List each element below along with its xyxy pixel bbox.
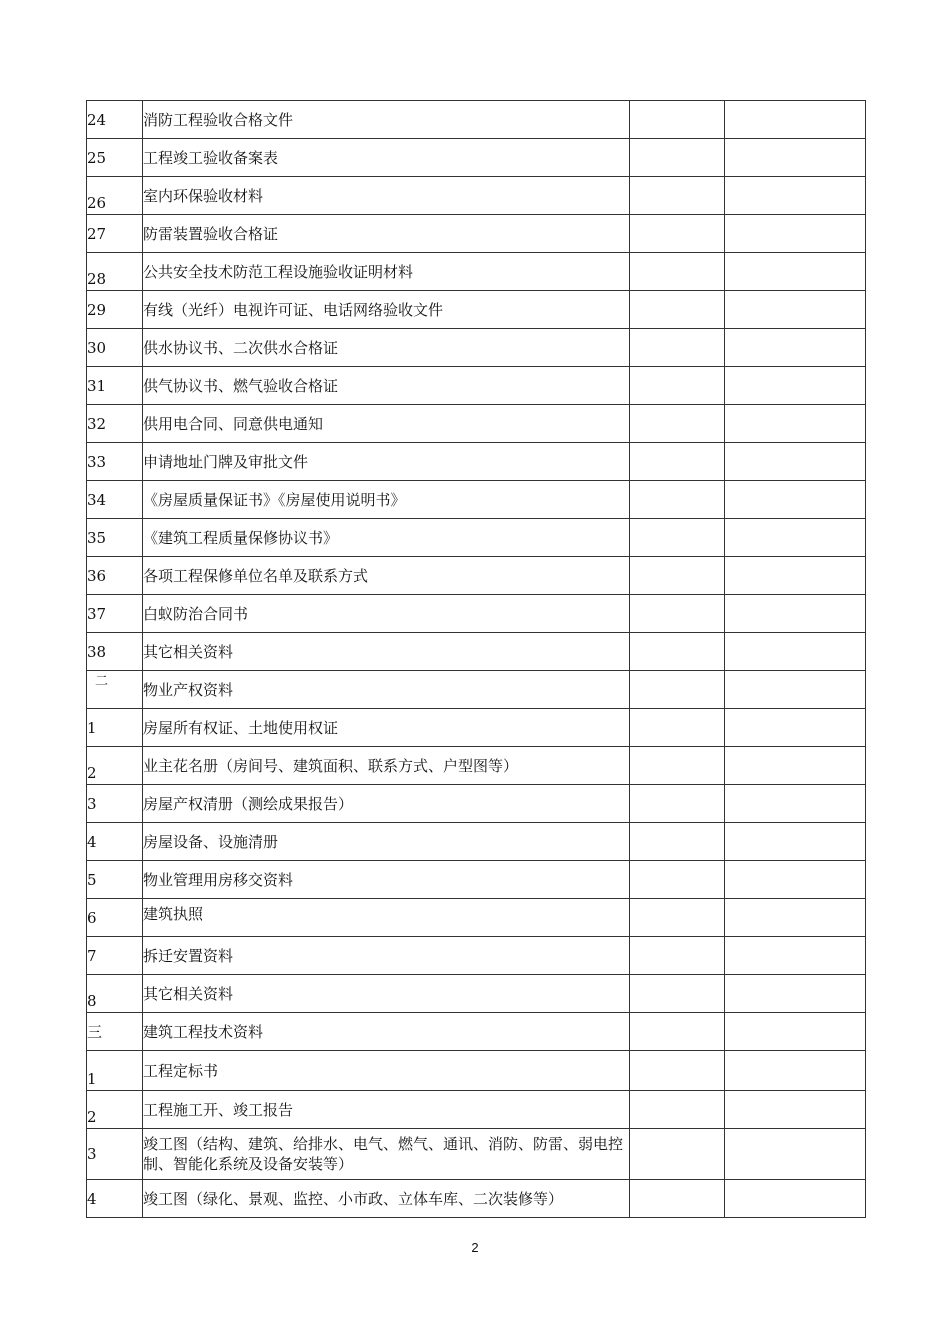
row-number: 5 xyxy=(87,861,143,899)
blank-cell xyxy=(630,937,725,975)
blank-cell xyxy=(630,443,725,481)
blank-cell xyxy=(725,747,866,785)
row-number: 4 xyxy=(87,1180,143,1218)
blank-cell xyxy=(725,671,866,709)
blank-cell xyxy=(630,1180,725,1218)
table-row xyxy=(87,861,866,899)
blank-cell xyxy=(725,899,866,937)
row-number: 2 xyxy=(87,1091,143,1129)
table-row xyxy=(87,1091,866,1129)
blank-cell xyxy=(630,899,725,937)
row-item-name: 供水协议书、二次供水合格证 xyxy=(143,329,630,367)
section-title: 建筑工程技术资料 xyxy=(143,1013,630,1051)
blank-cell xyxy=(630,709,725,747)
blank-cell xyxy=(725,633,866,671)
row-item-name: 其它相关资料 xyxy=(143,975,630,1013)
section-number: 二 xyxy=(87,671,143,709)
blank-cell xyxy=(630,1129,725,1180)
blank-cell xyxy=(725,367,866,405)
row-item-name: 房屋所有权证、土地使用权证 xyxy=(143,709,630,747)
blank-cell xyxy=(630,1051,725,1091)
blank-cell xyxy=(630,595,725,633)
blank-cell xyxy=(630,785,725,823)
blank-cell xyxy=(630,177,725,215)
blank-cell xyxy=(630,861,725,899)
row-item-name: 《房屋质量保证书》《房屋使用说明书》 xyxy=(143,481,630,519)
page-number: 2 xyxy=(471,1240,479,1255)
row-number: 1 xyxy=(87,1051,143,1091)
blank-cell xyxy=(630,823,725,861)
row-number: 8 xyxy=(87,975,143,1013)
row-number: 2 xyxy=(87,747,143,785)
row-number: 36 xyxy=(87,557,143,595)
blank-cell xyxy=(725,709,866,747)
table-row xyxy=(87,823,866,861)
blank-cell xyxy=(725,785,866,823)
row-number: 3 xyxy=(87,1129,143,1180)
blank-cell xyxy=(725,443,866,481)
blank-cell xyxy=(630,747,725,785)
row-item-name: 其它相关资料 xyxy=(143,633,630,671)
table-row xyxy=(87,747,866,785)
row-number: 3 xyxy=(87,785,143,823)
table-row xyxy=(87,177,866,215)
row-number: 32 xyxy=(87,405,143,443)
blank-cell xyxy=(630,481,725,519)
blank-cell xyxy=(630,367,725,405)
row-number: 34 xyxy=(87,481,143,519)
row-number: 4 xyxy=(87,823,143,861)
row-number: 31 xyxy=(87,367,143,405)
blank-cell xyxy=(630,1091,725,1129)
row-item-name: 竣工图（结构、建筑、给排水、电气、燃气、通讯、消防、防雷、弱电控制、智能化系统及设备安装等） xyxy=(143,1129,630,1180)
table-row xyxy=(87,253,866,291)
table-row xyxy=(87,405,866,443)
table-row xyxy=(87,595,866,633)
table-row xyxy=(87,557,866,595)
blank-cell xyxy=(725,329,866,367)
row-item-name: 室内环保验收材料 xyxy=(143,177,630,215)
section-row xyxy=(87,1013,866,1051)
blank-cell xyxy=(725,253,866,291)
row-number: 38 xyxy=(87,633,143,671)
row-item-name: 有线（光纤）电视许可证、电话网络验收文件 xyxy=(143,291,630,329)
blank-cell xyxy=(630,671,725,709)
row-number: 29 xyxy=(87,291,143,329)
table-row xyxy=(87,101,866,139)
row-number: 27 xyxy=(87,215,143,253)
blank-cell xyxy=(630,519,725,557)
row-number: 37 xyxy=(87,595,143,633)
blank-cell xyxy=(630,215,725,253)
blank-cell xyxy=(725,215,866,253)
blank-cell xyxy=(725,405,866,443)
row-number: 6 xyxy=(87,899,143,937)
blank-cell xyxy=(630,329,725,367)
table-row xyxy=(87,1051,866,1091)
row-item-name: 竣工图（绿化、景观、监控、小市政、立体车库、二次装修等） xyxy=(143,1180,630,1218)
row-number: 35 xyxy=(87,519,143,557)
table-row xyxy=(87,975,866,1013)
table-row xyxy=(87,329,866,367)
row-item-name: 消防工程验收合格文件 xyxy=(143,101,630,139)
blank-cell xyxy=(725,1091,866,1129)
row-item-name: 工程竣工验收备案表 xyxy=(143,139,630,177)
row-number: 33 xyxy=(87,443,143,481)
blank-cell xyxy=(725,1180,866,1218)
blank-cell xyxy=(725,1051,866,1091)
row-item-name: 防雷装置验收合格证 xyxy=(143,215,630,253)
row-item-name: 白蚁防治合同书 xyxy=(143,595,630,633)
blank-cell xyxy=(630,633,725,671)
section-row xyxy=(87,671,866,709)
section-title: 物业产权资料 xyxy=(143,671,630,709)
row-item-name: 供用电合同、同意供电通知 xyxy=(143,405,630,443)
row-item-name: 各项工程保修单位名单及联系方式 xyxy=(143,557,630,595)
row-item-name: 建筑执照 xyxy=(143,899,630,937)
blank-cell xyxy=(725,291,866,329)
table-row xyxy=(87,709,866,747)
handover-document-table xyxy=(86,100,866,1218)
blank-cell xyxy=(725,937,866,975)
row-item-name: 拆迁安置资料 xyxy=(143,937,630,975)
blank-cell xyxy=(725,139,866,177)
row-number: 1 xyxy=(87,709,143,747)
table-row xyxy=(87,519,866,557)
row-number: 24 xyxy=(87,101,143,139)
row-number: 28 xyxy=(87,253,143,291)
blank-cell xyxy=(725,519,866,557)
row-item-name: 工程施工开、竣工报告 xyxy=(143,1091,630,1129)
blank-cell xyxy=(725,177,866,215)
blank-cell xyxy=(725,481,866,519)
blank-cell xyxy=(725,1013,866,1051)
table-row xyxy=(87,481,866,519)
row-item-name: 申请地址门牌及审批文件 xyxy=(143,443,630,481)
row-item-name: 《建筑工程质量保修协议书》 xyxy=(143,519,630,557)
blank-cell xyxy=(630,405,725,443)
blank-cell xyxy=(725,101,866,139)
table-row xyxy=(87,443,866,481)
blank-cell xyxy=(630,975,725,1013)
table-row xyxy=(87,785,866,823)
table-row xyxy=(87,1129,866,1180)
blank-cell xyxy=(630,291,725,329)
row-item-name: 供气协议书、燃气验收合格证 xyxy=(143,367,630,405)
blank-cell xyxy=(725,1129,866,1180)
row-number: 30 xyxy=(87,329,143,367)
blank-cell xyxy=(725,595,866,633)
row-item-name: 工程定标书 xyxy=(143,1051,630,1091)
table-row xyxy=(87,367,866,405)
table-row xyxy=(87,899,866,937)
row-item-name: 业主花名册（房间号、建筑面积、联系方式、户型图等） xyxy=(143,747,630,785)
blank-cell xyxy=(725,823,866,861)
blank-cell xyxy=(725,557,866,595)
blank-cell xyxy=(725,975,866,1013)
blank-cell xyxy=(630,101,725,139)
table-row xyxy=(87,937,866,975)
row-number: 25 xyxy=(87,139,143,177)
row-number: 7 xyxy=(87,937,143,975)
row-item-name: 物业管理用房移交资料 xyxy=(143,861,630,899)
section-number: 三 xyxy=(87,1013,143,1051)
row-item-name: 房屋产权清册（测绘成果报告） xyxy=(143,785,630,823)
table-row xyxy=(87,291,866,329)
blank-cell xyxy=(630,139,725,177)
table-row xyxy=(87,139,866,177)
row-item-name: 公共安全技术防范工程设施验收证明材料 xyxy=(143,253,630,291)
row-number: 26 xyxy=(87,177,143,215)
blank-cell xyxy=(630,1013,725,1051)
table-row xyxy=(87,633,866,671)
blank-cell xyxy=(630,253,725,291)
blank-cell xyxy=(725,861,866,899)
blank-cell xyxy=(630,557,725,595)
row-item-name: 房屋设备、设施清册 xyxy=(143,823,630,861)
table-row xyxy=(87,1180,866,1218)
table-row xyxy=(87,215,866,253)
